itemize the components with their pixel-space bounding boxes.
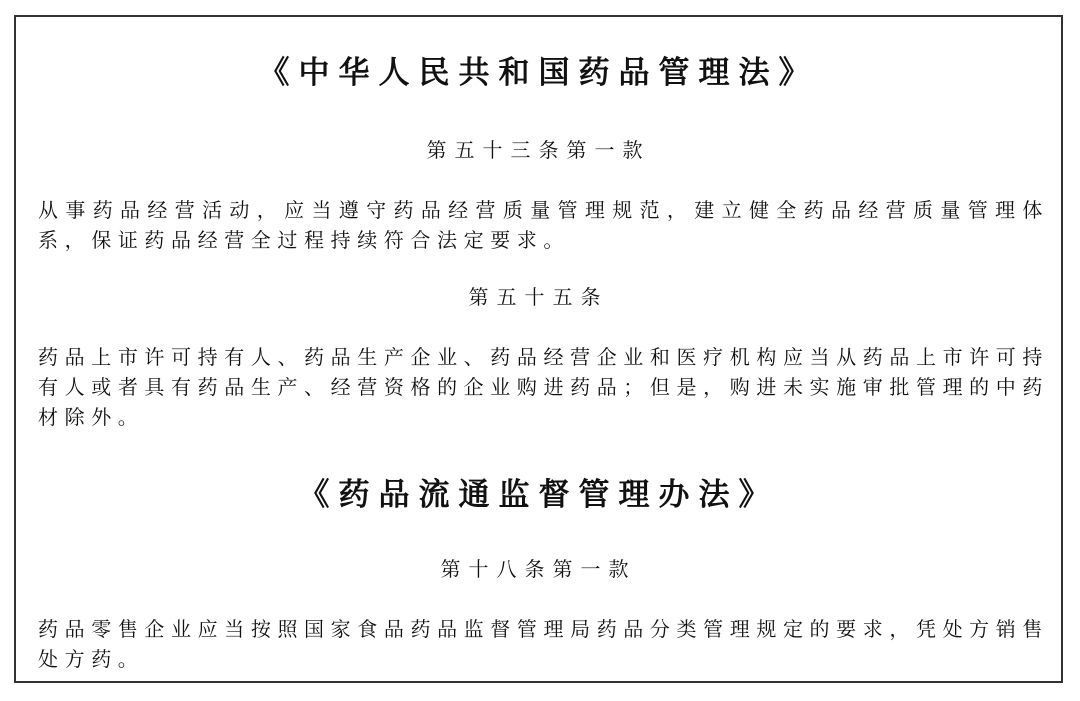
article-number-18: 第十八条第一款 bbox=[440, 557, 637, 581]
article-text-53: 从事药品经营活动，应当遵守药品经营质量管理规范，建立健全药品经营质量管理体系，保证药品经营全过程持续符合法定要求。 bbox=[38, 198, 1049, 252]
document-frame bbox=[14, 15, 1063, 683]
law-title-drug-distribution-measures: 《药品流通监督管理办法》 bbox=[298, 477, 779, 513]
article-text-55: 药品上市许可持有人、药品生产企业、药品经营企业和医疗机构应当从药品上市许可持有人或者具有药品生产、经营资格的企业购进药品；但是，购进未实施审批管理的中药材除外。 bbox=[38, 345, 1049, 429]
article-number-53: 第五十三条第一款 bbox=[426, 138, 651, 162]
article-number-55: 第五十五条 bbox=[468, 285, 609, 309]
article-text-18: 药品零售企业应当按照国家食品药品监督管理局药品分类管理规定的要求，凭处方销售处方药。 bbox=[38, 617, 1049, 671]
law-title-drug-administration-law: 《中华人民共和国药品管理法》 bbox=[258, 55, 819, 91]
